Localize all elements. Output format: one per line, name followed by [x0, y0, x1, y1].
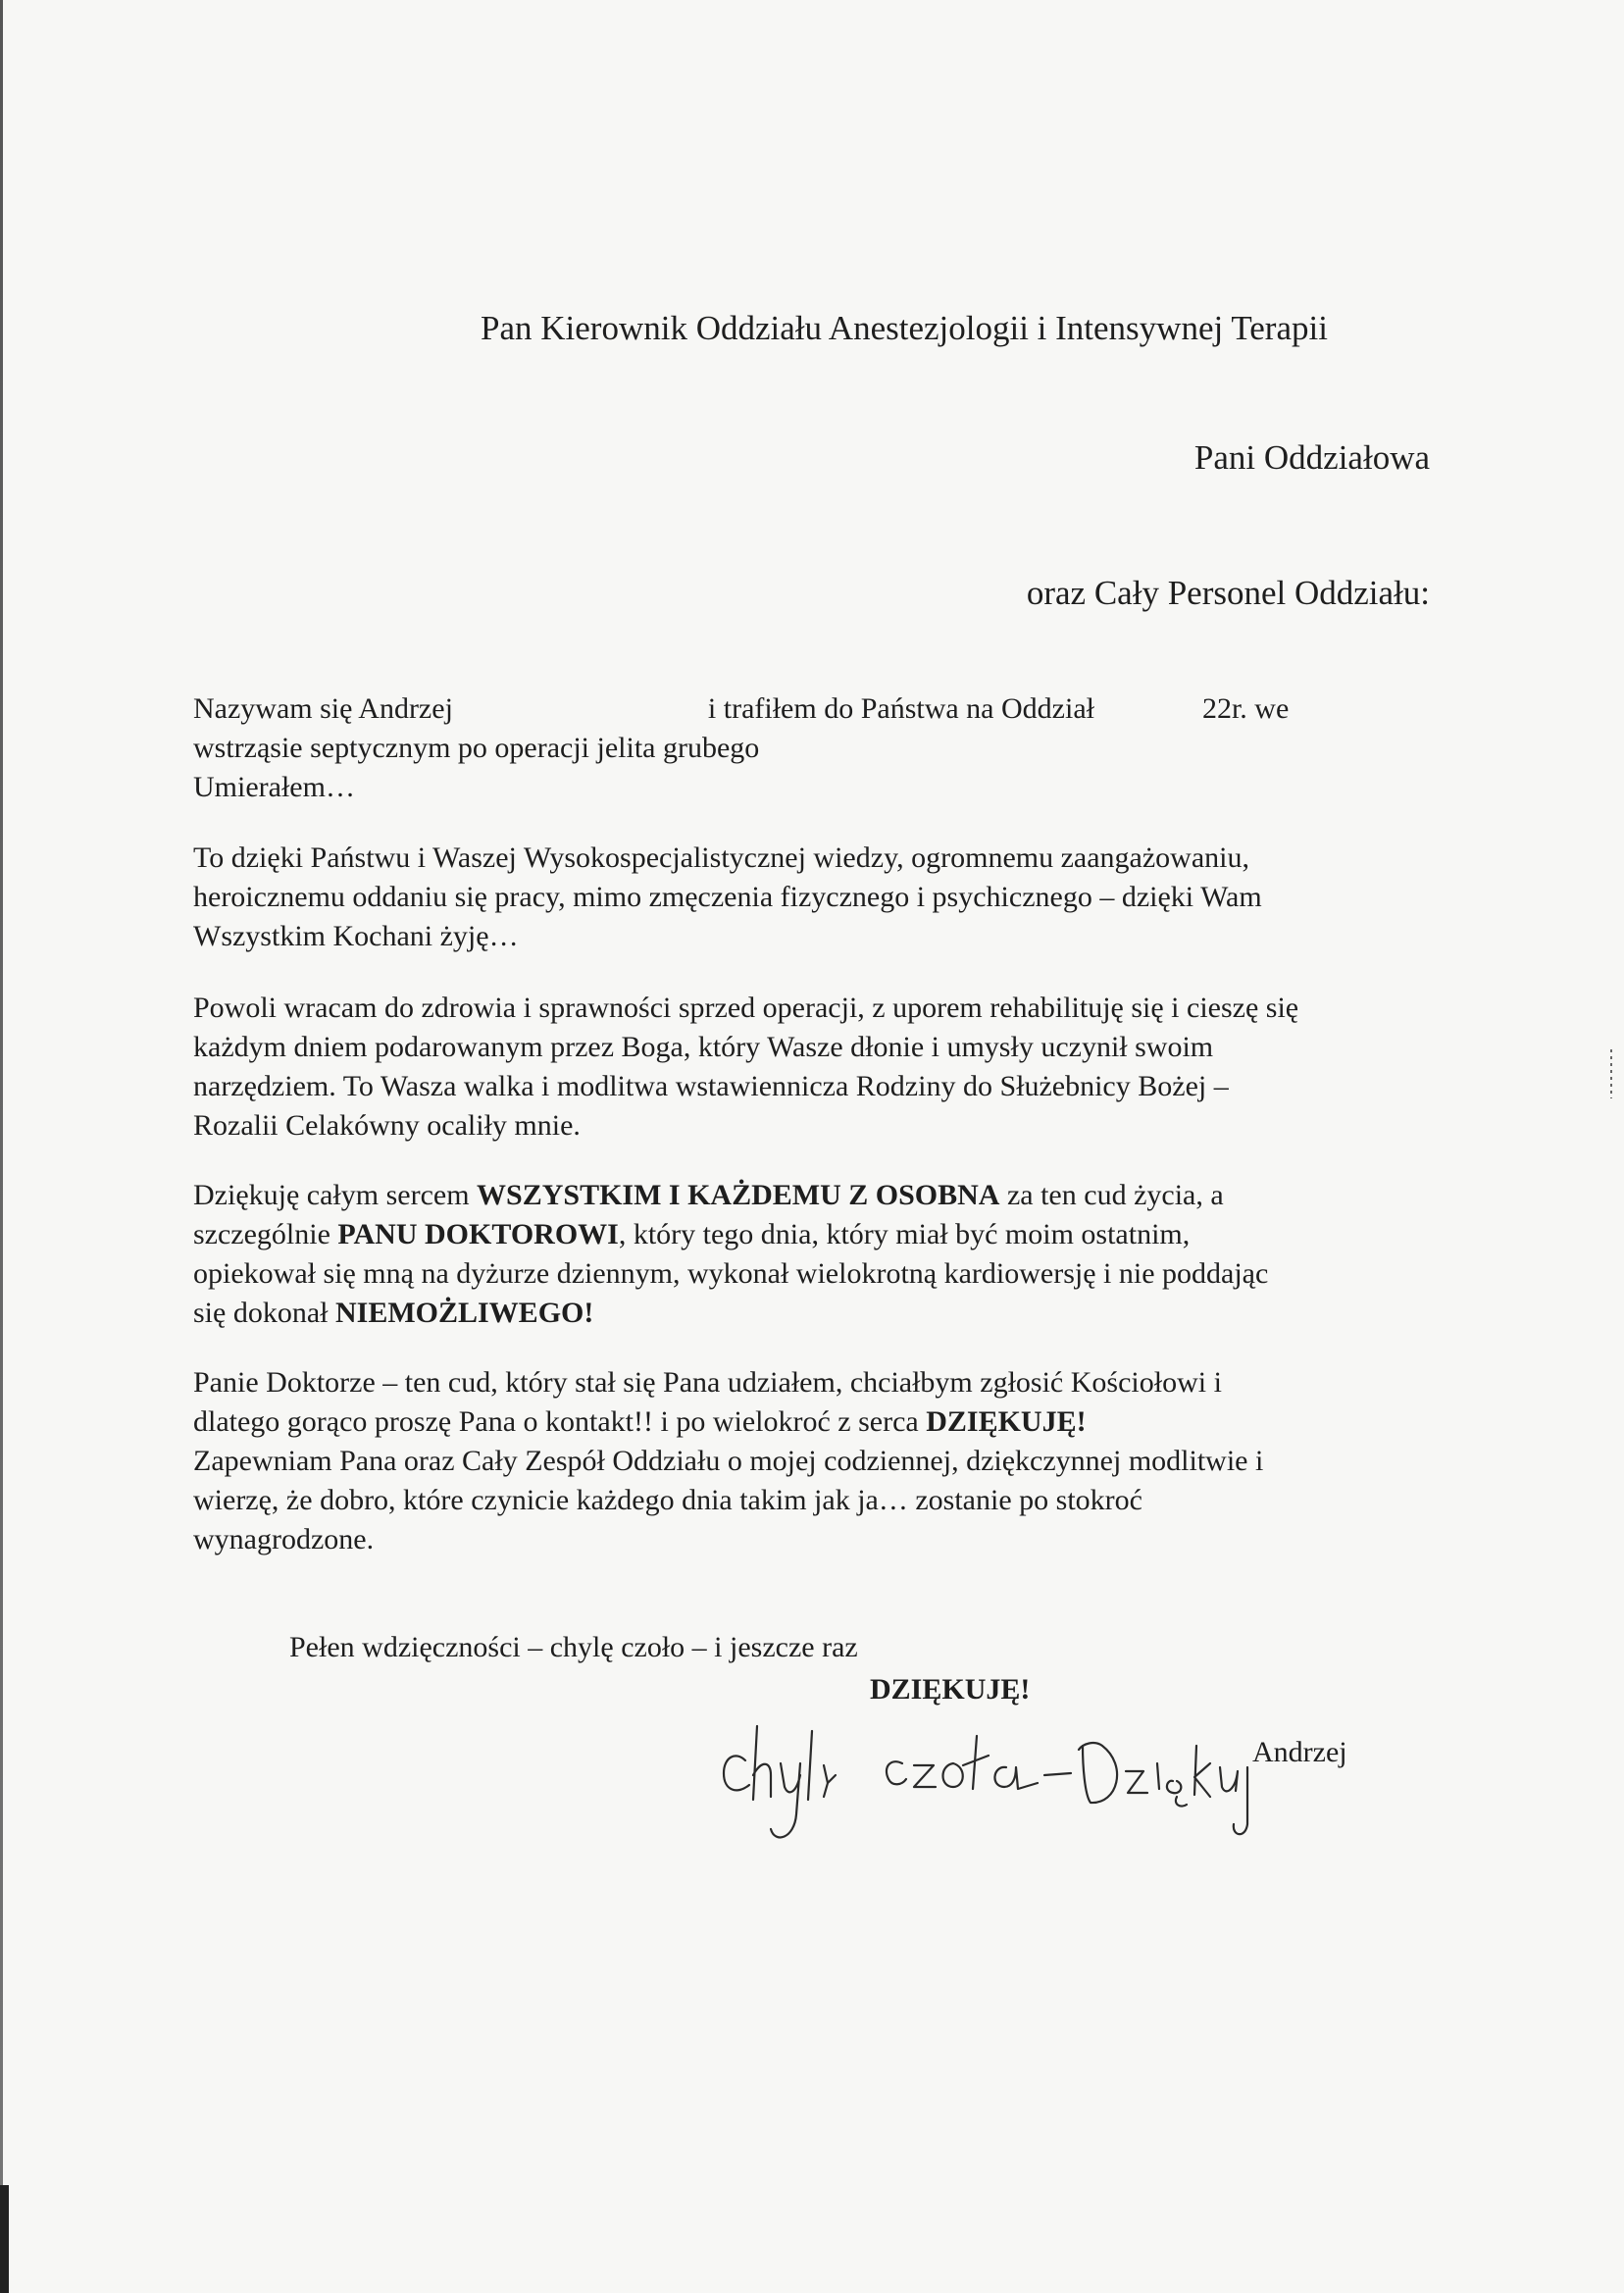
p5-text-a: dlatego gorąco proszę Pana o kontakt!! i po wielokroć z serca — [193, 1405, 927, 1438]
paragraph-3-line-2: każdym dniem podarowanym przez Boga, który Wasze dłonie i umysły uczynił swoim — [193, 1031, 1214, 1063]
paragraph-1-line-1 — [193, 689, 1380, 729]
intro-ward-text: i trafiłem do Państwa na Oddział — [707, 692, 1094, 725]
paragraph-2-line-1: To dzięki Państwu i Waszej Wysokospecjalistycznej wiedzy, ogromnemu zaangażowaniu, — [193, 841, 1249, 874]
scan-edge-left — [0, 0, 3, 2293]
p4-text-f: się dokonał — [193, 1297, 335, 1329]
paragraph-5-line-2 — [193, 1402, 1380, 1442]
paragraph-3-line-4: Rozalii Celakówny ocaliły mnie. — [193, 1109, 581, 1142]
paragraph-1-line-3: Umierałem… — [193, 771, 355, 803]
address-line-2: Pani Oddziałowa — [1193, 438, 1430, 477]
handwritten-signature — [706, 1707, 1334, 1863]
signature-printed-name: Andrzej — [1252, 1736, 1347, 1768]
p5-emphasis-thanks: DZIĘKUJĘ! — [926, 1405, 1087, 1438]
paragraph-1-line-2: wstrząsie septycznym po operacji jelita grubego — [193, 732, 760, 764]
paragraph-3-line-1: Powoli wracam do zdrowia i sprawności sprzed operacji, z uporem rehabilituję się i cieszę się — [193, 992, 1299, 1024]
address-line-3: oraz Cały Personel Oddziału: — [1026, 574, 1430, 612]
paragraph-4-line-1 — [193, 1176, 1380, 1215]
p4-emphasis-doctor: PANU DOKTOROWI — [337, 1218, 619, 1250]
scan-mark-right — [1610, 1049, 1612, 1098]
paragraph-2-line-3: Wszystkim Kochani żyję… — [193, 920, 519, 952]
p4-text-a: Dziękuję całym sercem — [193, 1179, 478, 1211]
closing-thanks: DZIĘKUJĘ! — [870, 1673, 1031, 1706]
p4-text-c: za ten cud życia, a — [999, 1179, 1224, 1211]
closing-line: Pełen wdzięczności – chylę czoło – i jeszcze raz — [289, 1631, 858, 1663]
paragraph-introduction — [193, 689, 1380, 807]
p4-text-e: , który tego dnia, który miał być moim ostatnim, — [618, 1218, 1191, 1250]
paragraph-4-line-2 — [193, 1215, 1380, 1254]
paragraph-4-line-3: opiekował się mną na dyżurze dziennym, wykonał wielokrotną kardiowersję i nie poddając — [193, 1257, 1269, 1290]
intro-year-text: 22r. we — [1201, 692, 1290, 725]
paragraph-gratitude — [193, 1176, 1380, 1333]
paragraph-4-line-4 — [193, 1294, 1380, 1333]
paragraph-5-line-3: Zapewniam Pana oraz Cały Zespół Oddziału o mojej codziennej, dziękczynnej modlitwie i — [193, 1445, 1264, 1477]
address-line-1: Pan Kierownik Oddziału Anestezjologii i Intensywnej Terapii — [481, 309, 1328, 347]
paragraph-5-line-5: wynagrodzone. — [193, 1523, 375, 1555]
paragraph-5-line-1: Panie Doktorze – ten cud, który stał się Pana udziałem, chciałbym zgłosić Kościołowi i — [193, 1366, 1222, 1399]
p4-emphasis-everyone: WSZYSTKIM I KAŻDEMU Z OSOBNA — [477, 1179, 1000, 1211]
paragraph-recovery — [193, 989, 1380, 1146]
paragraph-5-line-4: wierzę, że dobro, które czynicie każdego dnia takim jak ja… zostanie po stokroć — [193, 1484, 1142, 1516]
scan-edge-bottom — [0, 2185, 9, 2293]
paragraph-thanks — [193, 839, 1380, 956]
intro-name-text: Nazywam się Andrzej — [193, 692, 453, 725]
paragraph-3-line-3: narzędziem. To Wasza walka i modlitwa wstawiennicza Rodziny do Służebnicy Bożej – — [193, 1070, 1229, 1102]
paragraph-request — [193, 1363, 1380, 1559]
paragraph-2-line-2: heroicznemu oddaniu się pracy, mimo zmęczenia fizycznego i psychicznego – dzięki Wam — [193, 881, 1262, 913]
p4-text-d: szczególnie — [193, 1218, 338, 1250]
p4-emphasis-impossible: NIEMOŻLIWEGO! — [334, 1297, 594, 1329]
